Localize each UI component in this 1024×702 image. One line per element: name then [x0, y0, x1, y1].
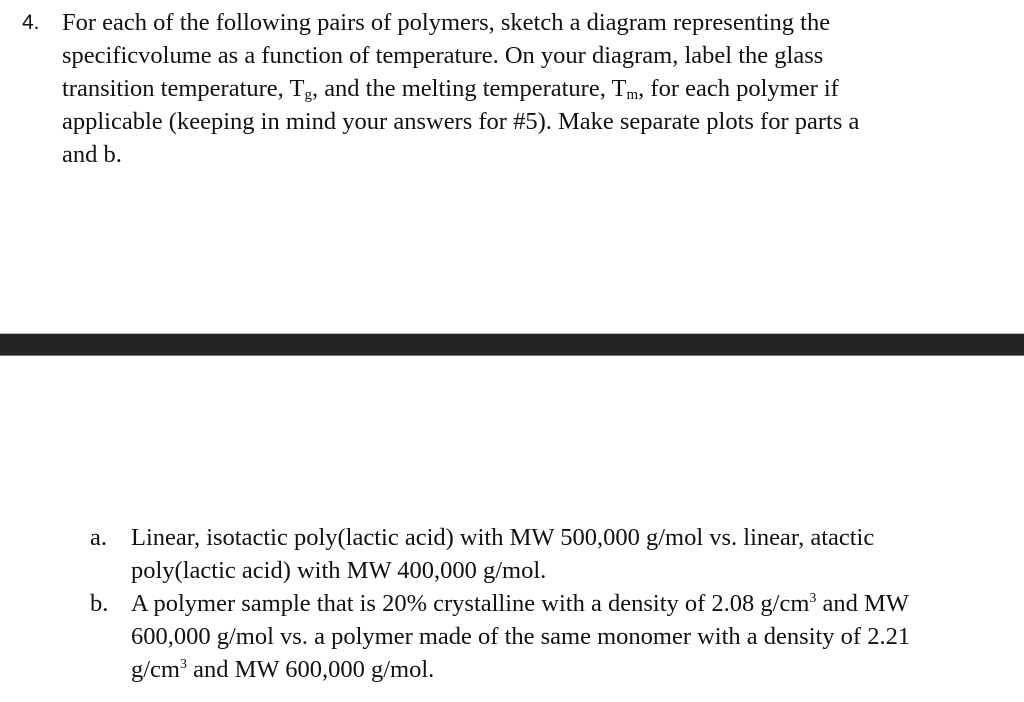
text: transition temperature, T — [62, 75, 305, 102]
superscript: 3 — [809, 591, 817, 606]
part-b-line — [131, 587, 909, 620]
text: and MW — [816, 590, 909, 617]
part-a-line: Linear, isotactic poly(lactic acid) with MW 500,000 g/mol vs. linear, atactic — [131, 524, 875, 551]
part-b-line: 600,000 g/mol vs. a polymer made of the same monomer with a density of 2.21 — [131, 623, 911, 650]
question-line: applicable (keeping in mind your answers for #5). Make separate plots for parts a — [62, 108, 860, 135]
question-line: and b. — [62, 141, 122, 168]
superscript: 3 — [180, 657, 187, 672]
text: , and the melting temperature, T — [311, 75, 627, 102]
text: g/cm — [131, 656, 180, 683]
divider-bar — [0, 333, 1024, 356]
part-b-line — [131, 653, 434, 686]
part-a-label: a. — [90, 524, 107, 551]
subscript-g: g — [304, 87, 312, 103]
question-line: specificvolume as a function of temperature. On your diagram, label the glass — [62, 42, 824, 69]
question-line — [62, 72, 839, 105]
question-number: 4. — [22, 11, 40, 34]
part-a-line: poly(lactic acid) with MW 400,000 g/mol. — [131, 557, 547, 584]
text: A polymer sample that is 20% crystalline with a density of 2.08 g/cm — [131, 590, 810, 617]
text: , for each polymer if — [638, 75, 839, 102]
question-line: For each of the following pairs of polymers, sketch a diagram representing the — [62, 9, 831, 36]
subscript-m: m — [626, 87, 639, 103]
part-b-label: b. — [90, 590, 109, 617]
text: and MW 600,000 g/mol. — [187, 656, 435, 683]
